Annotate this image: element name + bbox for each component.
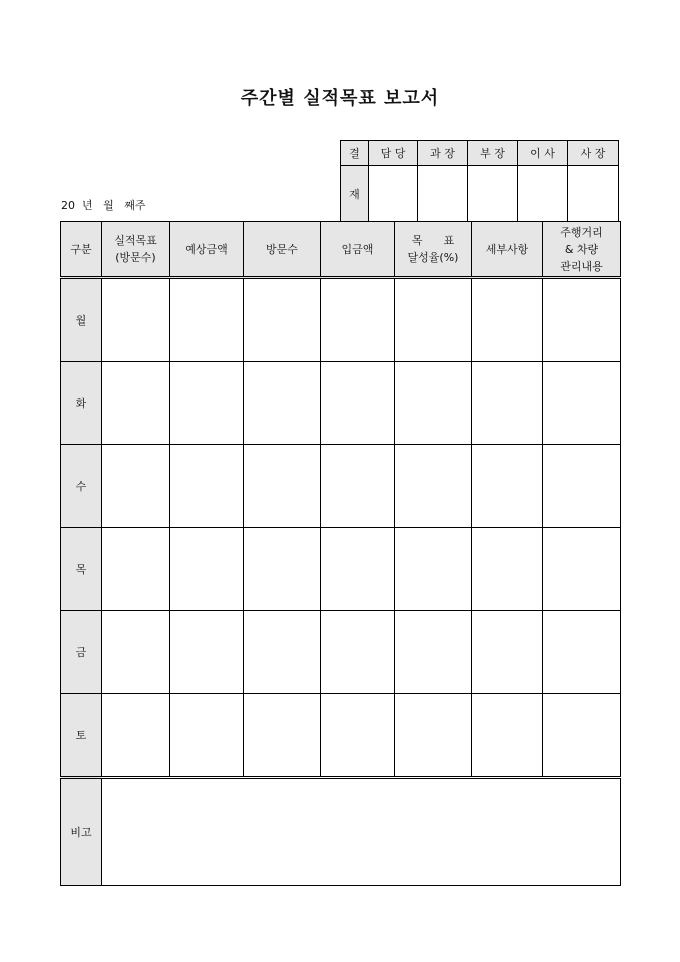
approval-sign-executive[interactable] (518, 166, 568, 223)
header-mileage-line1: 주행거리 (560, 225, 603, 239)
cell-target[interactable] (102, 694, 170, 778)
cell-rate[interactable] (395, 445, 472, 528)
cell-expected-amount[interactable] (170, 445, 244, 528)
cell-target[interactable] (102, 611, 170, 694)
header-rate-line2: 달성율(%) (407, 251, 459, 264)
day-label: 목 (61, 528, 102, 611)
table-row (61, 611, 621, 694)
cell-deposit[interactable] (321, 278, 395, 362)
approval-box (340, 140, 619, 223)
cell-target[interactable] (102, 362, 170, 445)
cell-visits[interactable] (244, 528, 321, 611)
approval-label-top: 결 (341, 141, 369, 166)
table-row (61, 528, 621, 611)
cell-mileage[interactable] (543, 528, 621, 611)
header-target-line1: 실적목표 (114, 234, 157, 247)
cell-target[interactable] (102, 528, 170, 611)
cell-rate[interactable] (395, 278, 472, 362)
remarks-label: 비고 (61, 778, 102, 886)
approval-role-executive: 이 사 (518, 141, 568, 166)
cell-details[interactable] (472, 445, 543, 528)
cell-rate[interactable] (395, 694, 472, 778)
cell-mileage[interactable] (543, 278, 621, 362)
cell-deposit[interactable] (321, 528, 395, 611)
cell-details[interactable] (472, 278, 543, 362)
cell-deposit[interactable] (321, 694, 395, 778)
approval-sign-staff[interactable] (369, 166, 418, 223)
remarks-field[interactable] (102, 778, 621, 886)
cell-expected-amount[interactable] (170, 362, 244, 445)
page-title: 주간별 실적목표 보고서 (240, 88, 440, 109)
header-details: 세부사항 (472, 222, 543, 278)
cell-mileage[interactable] (543, 694, 621, 778)
cell-mileage[interactable] (543, 445, 621, 528)
cell-visits[interactable] (244, 445, 321, 528)
cell-visits[interactable] (244, 278, 321, 362)
header-mileage (543, 222, 621, 278)
remarks-row (61, 778, 621, 886)
cell-details[interactable] (472, 611, 543, 694)
header-visits: 방문수 (244, 222, 321, 278)
day-label: 화 (61, 362, 102, 445)
approval-sign-manager[interactable] (418, 166, 468, 223)
cell-target[interactable] (102, 278, 170, 362)
cell-target[interactable] (102, 445, 170, 528)
cell-rate[interactable] (395, 611, 472, 694)
cell-visits[interactable] (244, 694, 321, 778)
cell-details[interactable] (472, 694, 543, 778)
table-row (61, 278, 621, 362)
approval-sign-president[interactable] (568, 166, 619, 223)
cell-details[interactable] (472, 528, 543, 611)
table-row (61, 362, 621, 445)
header-target (102, 222, 170, 278)
cell-details[interactable] (472, 362, 543, 445)
header-row (61, 222, 621, 278)
cell-deposit[interactable] (321, 362, 395, 445)
day-label: 수 (61, 445, 102, 528)
approval-role-manager: 과 장 (418, 141, 468, 166)
header-expected-amount: 예상금액 (170, 222, 244, 278)
header-rate-line1: 목 표 (411, 234, 455, 247)
header-category: 구분 (61, 222, 102, 278)
day-label: 금 (61, 611, 102, 694)
cell-deposit[interactable] (321, 611, 395, 694)
header-deposit: 입금액 (321, 222, 395, 278)
cell-expected-amount[interactable] (170, 694, 244, 778)
weekly-report-table (60, 221, 621, 886)
cell-expected-amount[interactable] (170, 278, 244, 362)
header-target-line2: (방문수) (115, 251, 156, 264)
approval-label-bottom: 재 (341, 166, 369, 223)
cell-rate[interactable] (395, 362, 472, 445)
table-row (61, 694, 621, 778)
cell-mileage[interactable] (543, 611, 621, 694)
approval-role-director: 부 장 (468, 141, 518, 166)
day-label: 토 (61, 694, 102, 778)
header-mileage-line2: & 차량 (564, 242, 599, 256)
cell-mileage[interactable] (543, 362, 621, 445)
approval-role-staff: 담 당 (369, 141, 418, 166)
cell-expected-amount[interactable] (170, 611, 244, 694)
approval-role-president: 사 장 (568, 141, 619, 166)
approval-sign-director[interactable] (468, 166, 518, 223)
cell-deposit[interactable] (321, 445, 395, 528)
cell-rate[interactable] (395, 528, 472, 611)
header-achievement-rate (395, 222, 472, 278)
cell-expected-amount[interactable] (170, 528, 244, 611)
header-mileage-line3: 관리내용 (560, 259, 603, 273)
report-week-line: 20 년 월 째주 (61, 199, 146, 212)
cell-visits[interactable] (244, 611, 321, 694)
cell-visits[interactable] (244, 362, 321, 445)
day-label: 월 (61, 278, 102, 362)
table-row (61, 445, 621, 528)
